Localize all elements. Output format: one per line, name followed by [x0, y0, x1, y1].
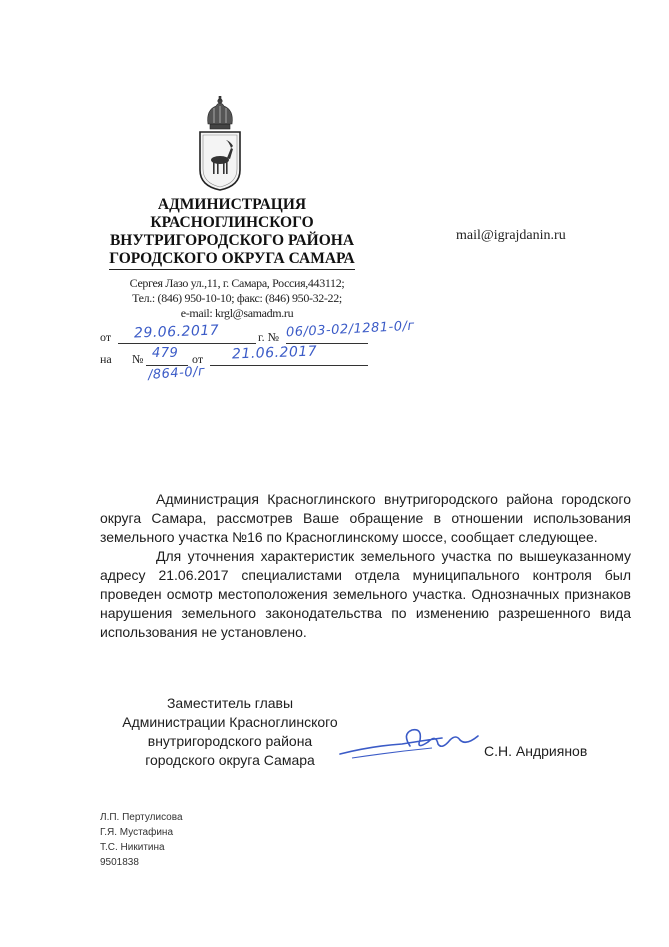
sig-title-line-2: Администрации Красноглинского [122, 714, 338, 730]
sig-title-line-4: городского округа Самара [145, 752, 315, 768]
org-line-4: ГОРОДСКОГО ОКРУГА САМАРА [109, 250, 354, 270]
body-paragraph-1: Администрация Красноглинского внутригородского района городского округа Самара, рассмотрев Ваше обращение в отношении использования земельного участка №16 по Красноглинскому шоссе, сообщает следующее. [100, 491, 631, 545]
ref-number-label: г. № [258, 330, 280, 344]
ref-in-date-line [210, 365, 368, 366]
samara-coat-of-arms-icon [196, 96, 244, 192]
executor-1: Л.П. Пертулисова [100, 812, 183, 823]
recipient-email: mail@igrajdanin.ru [456, 228, 566, 243]
org-line-1: АДМИНИСТРАЦИЯ [157, 196, 307, 213]
address-line-1: Сергея Лазо ул.,11, г. Самара, Россия,443112; [129, 276, 345, 290]
ref-on-label: на [100, 352, 112, 366]
ref-in-extra-handwritten: /864-0/г [147, 364, 206, 383]
executors-list [100, 810, 183, 870]
handwritten-signature [332, 716, 482, 766]
executor-3: Т.С. Никитина [100, 842, 165, 853]
org-address [106, 276, 368, 321]
executor-2: Г.Я. Мустафина [100, 827, 174, 838]
ref-from-label: от [100, 330, 112, 344]
body-paragraph-2: Для уточнения характеристик земельного участка по вышеуказанному адресу 21.06.2017 специалистами отдела муниципального контроля был проведен осмотр местоположения земельного участка. Однозначных признаков нарушения земельного законодательства по изменению разрешенного вида использования не установлено. [100, 548, 631, 640]
ref-date-line [118, 343, 256, 344]
executor-phone: 9501838 [100, 857, 139, 868]
signatory-title [110, 694, 350, 770]
ref-in-from-label: от [192, 352, 204, 366]
address-line-3: e-mail: krgl@samadm.ru [180, 306, 294, 320]
ref-date-handwritten: 29.06.2017 [133, 322, 220, 342]
letter-body [100, 490, 631, 642]
signatory-name: С.Н. Андриянов [484, 743, 588, 759]
ref-no-label: № [132, 352, 144, 366]
address-line-2: Тел.: (846) 950-10-10; факс: (846) 950-32-22; [132, 291, 342, 305]
sig-title-line-3: внутригородского района [147, 733, 313, 749]
ref-number-handwritten: 06/03-02/1281-0/г [285, 318, 416, 341]
org-line-3: ВНУТРИГОРОДСКОГО РАЙОНА [109, 232, 355, 249]
org-line-2: КРАСНОГЛИНСКОГО [150, 214, 314, 231]
sig-title-line-1: Заместитель главы [166, 695, 294, 711]
organization-name [96, 196, 368, 270]
ref-in-number-handwritten: 479 [152, 346, 179, 361]
ref-in-date-handwritten: 21.06.2017 [231, 343, 318, 363]
